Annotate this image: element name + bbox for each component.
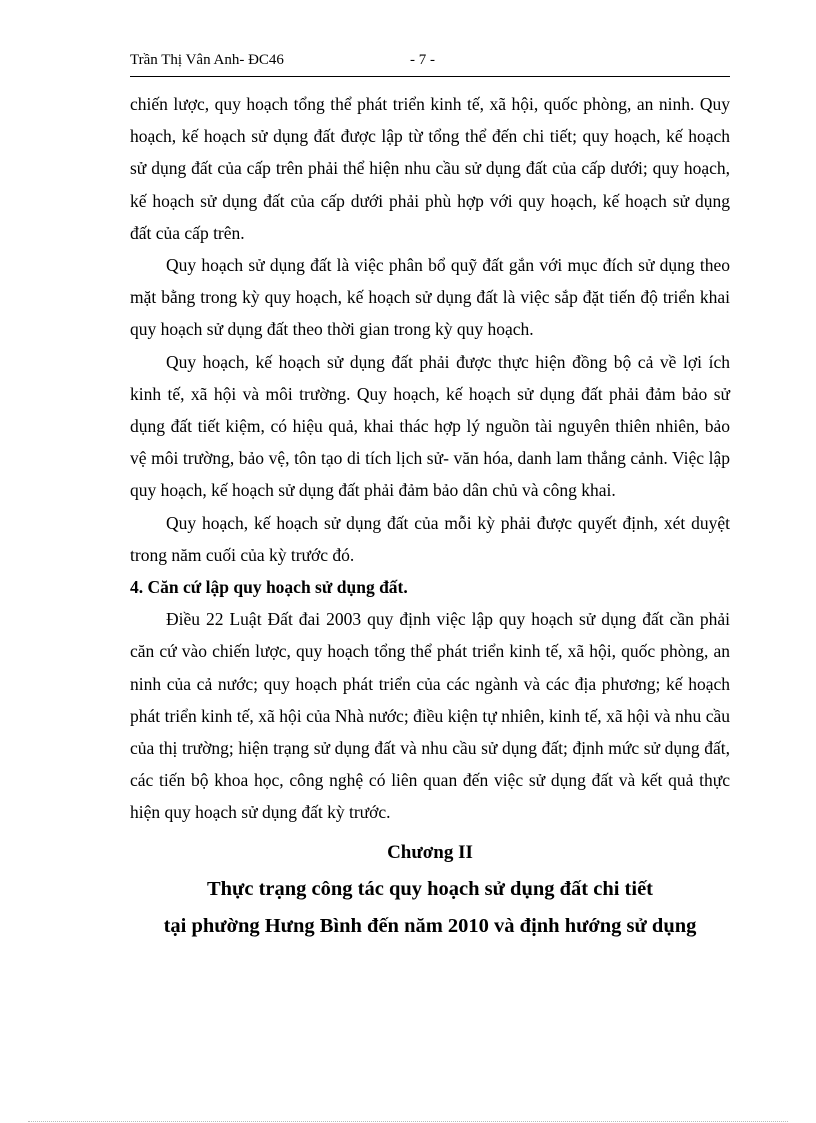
paragraph-planning-basis: Điều 22 Luật Đất đai 2003 quy định việc lập quy hoạch sử dụng đất cần phải căn cứ vào chiến lược, quy hoạch tổng thể phát triển kinh tế, xã hội, quốc phòng, an ninh của cả nước; quy hoạch phát triển của các ngành và các địa phương; kế hoạch phát triển kinh tế, xã hội của Nhà nước; điều kiện tự nhiên, kinh tế, xã hội và nhu cầu của thị trường; hiện trạng sử dụng đất và nhu cầu sử dụng đất; định mức sử dụng đất, các tiến bộ khoa học, công nghệ có liên quan đến việc sử dụng đất và kết quả thực hiện quy hoạch sử dụng đất kỳ trước. bbox=[130, 609, 730, 823]
paragraph-planning-requirements: Quy hoạch, kế hoạch sử dụng đất phải được thực hiện đồng bộ cả về lợi ích kinh tế, xã hội và môi trường. Quy hoạch, kế hoạch sử dụng đất phải đảm bảo sử dụng đất tiết kiệm, có hiệu quả, khai thác hợp lý nguồn tài nguyên thiên nhiên, bảo vệ môi trường, bảo vệ, tôn tạo di tích lịch sử- văn hóa, danh lam thắng cảnh. Việc lập quy hoạch, kế hoạch sử dụng đất phải đảm bảo dân chủ và công khai. bbox=[130, 351, 730, 501]
chapter-title-line-2: tại phường Hưng Bình đến năm 2010 và định hướng sử dụng bbox=[163, 914, 697, 937]
header-author: Trần Thị Vân Anh- ĐC46 bbox=[130, 52, 284, 68]
paragraph-approval-timing: Quy hoạch, kế hoạch sử dụng đất của mỗi kỳ phải được quyết định, xét duyệt trong năm cuối của kỳ trước đó. bbox=[130, 512, 730, 565]
header-divider bbox=[130, 76, 730, 77]
chapter-title-line-1: Thực trạng công tác quy hoạch sử dụng đất chi tiết bbox=[206, 877, 654, 900]
document-body bbox=[130, 88, 730, 945]
paragraph-continuation: chiến lược, quy hoạch tổng thể phát triển kinh tế, xã hội, quốc phòng, an ninh. Quy hoạch, kế hoạch sử dụng đất được lập từ tổng thể đến chi tiết; quy hoạch, kế hoạch sử dụng đất của cấp trên phải thể hiện nhu cầu sử dụng đất của cấp dưới; quy hoạch, kế hoạch sử dụng đất của cấp dưới phải phù hợp với quy hoạch, kế hoạch sử dụng đất của cấp trên. bbox=[130, 94, 730, 243]
page-bottom-divider bbox=[28, 1121, 788, 1122]
paragraph-land-use-planning-definition: Quy hoạch sử dụng đất là việc phân bổ quỹ đất gắn với mục đích sử dụng theo mặt bằng trong kỳ quy hoạch, kế hoạch sử dụng đất là việc sắp đặt tiến độ triển khai quy hoạch sử dụng đất theo thời gian trong kỳ quy hoạch. bbox=[130, 255, 730, 340]
section-heading: 4. Căn cứ lập quy hoạch sử dụng đất. bbox=[130, 577, 408, 598]
page-number: - 7 - bbox=[410, 52, 435, 68]
page-header bbox=[130, 50, 730, 70]
chapter-label: Chương II bbox=[387, 841, 473, 863]
